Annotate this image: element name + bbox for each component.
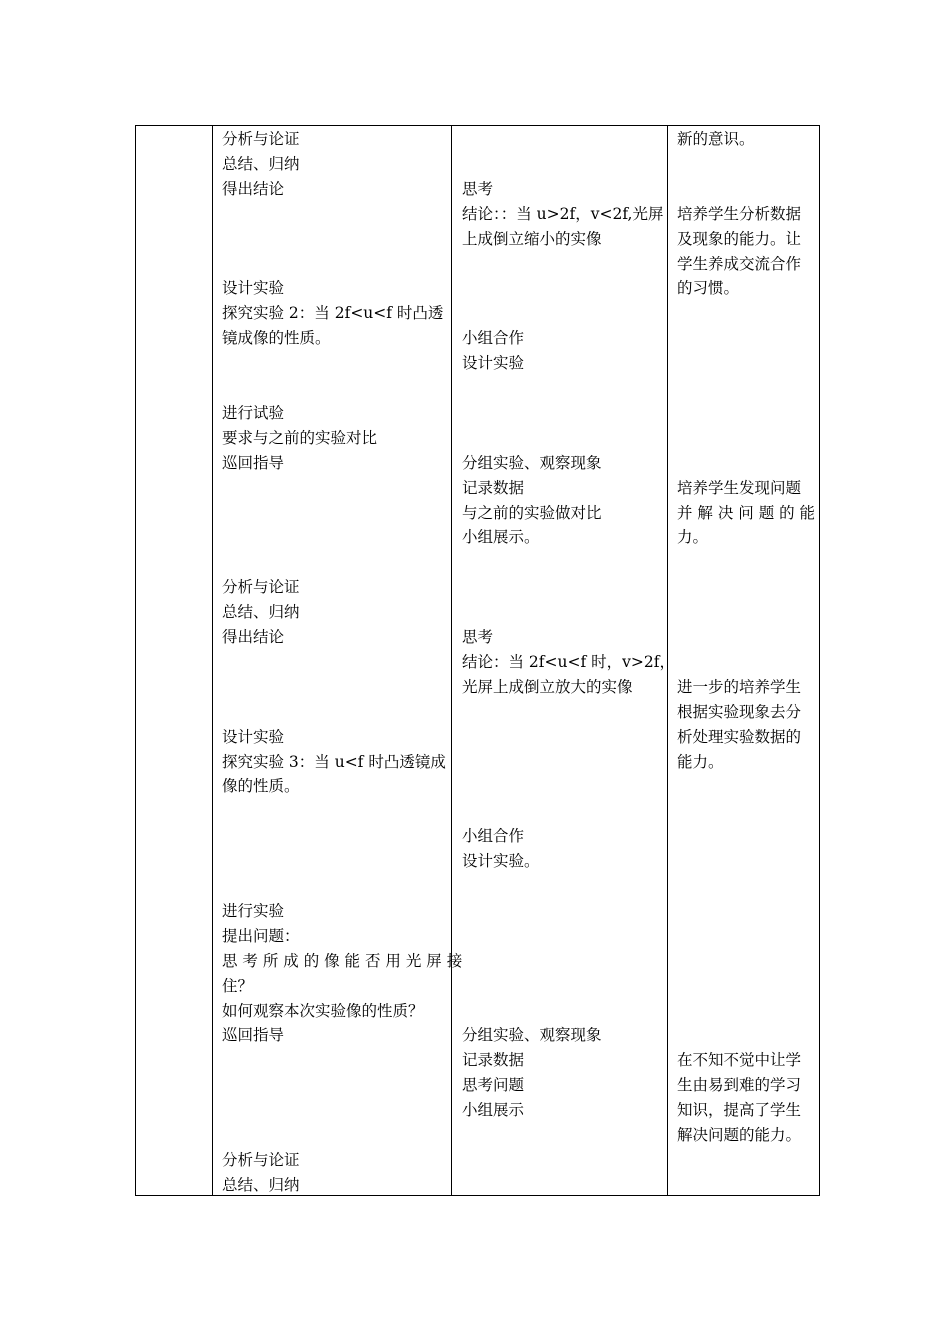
text-line: 思考 [462, 628, 494, 646]
lesson-plan-table [135, 125, 820, 1196]
text-line: 进一步的培养学生 [677, 677, 802, 696]
text-line: 设计实验 [222, 279, 285, 298]
text-line: 光屏上成倒立放大的实像 [462, 677, 633, 696]
text-line: 培养学生分析数据 [677, 204, 802, 223]
text-line: 巡回指导 [222, 453, 285, 472]
text-line: 总结、归纳 [222, 154, 300, 173]
text-line: 小组合作 [462, 329, 525, 348]
text-line: 要求与之前的实验对比 [222, 428, 378, 447]
text-line: 生由易到难的学习 [677, 1076, 802, 1095]
text-line: 与之前的实验做对比 [462, 503, 602, 522]
text-line: 思考问题 [462, 1076, 525, 1095]
text-line: 总结、归纳 [222, 603, 300, 622]
text-line: 解决问题的能力。 [677, 1126, 802, 1144]
text-line: 结论：当 2f<u<f 时，v>2f， [462, 652, 675, 671]
text-line: 镜成像的性质。 [222, 329, 331, 348]
text-line: 并 解 决 问 题 的 能 [677, 503, 816, 522]
text-line: 结论：：当 u>2f，v<2f,光屏 [462, 204, 664, 223]
text-line: 进行实验 [222, 901, 285, 920]
text-line: 力。 [677, 528, 709, 547]
text-line: 设计实验 [462, 354, 525, 373]
text-line: 分析与论证 [222, 1150, 300, 1169]
text-line: 得出结论 [222, 179, 285, 198]
text-line: 学生养成交流合作 [677, 254, 802, 273]
text-line: 知识，提高了学生 [677, 1101, 802, 1120]
text-line: 分组实验、观察现象 [462, 453, 602, 472]
text-line: 探究实验 3：当 u<f 时凸透镜成 [222, 752, 446, 771]
text-line: 总结、归纳 [222, 1175, 300, 1194]
text-line: 住？ [222, 976, 254, 995]
text-line: 分组实验、观察现象 [462, 1026, 602, 1045]
text-line: 小组展示。 [462, 528, 540, 547]
text-line: 新的意识。 [677, 130, 755, 148]
text-line: 像的性质。 [222, 777, 300, 796]
text-line: 得出结论 [222, 628, 285, 646]
text-line: 记录数据 [462, 1051, 525, 1070]
text-line: 如何观察本次实验像的性质？ [222, 1001, 424, 1020]
text-line: 探究实验 2：当 2f<u<f 时凸透 [222, 304, 444, 323]
text-line: 思 考 所 成 的 像 能 否 用 光 屏 接 [222, 951, 463, 970]
column-divider [451, 126, 452, 1195]
text-line: 分析与论证 [222, 130, 300, 148]
text-line: 上成倒立缩小的实像 [462, 229, 602, 248]
text-line: 记录数据 [462, 478, 525, 497]
text-line: 析处理实验数据的 [677, 727, 802, 746]
text-line: 思考 [462, 179, 494, 198]
text-line: 培养学生发现问题 [677, 478, 802, 497]
text-line: 小组合作 [462, 827, 525, 846]
text-line: 在不知不觉中让学 [677, 1051, 802, 1070]
text-line: 能力。 [677, 752, 724, 771]
text-line: 的习惯。 [677, 279, 740, 298]
text-line: 根据实验现象去分 [677, 702, 802, 721]
text-line: 设计实验。 [462, 852, 540, 871]
text-line: 小组展示 [462, 1101, 525, 1120]
text-line: 提出问题： [222, 926, 300, 945]
text-line: 巡回指导 [222, 1026, 285, 1045]
text-line: 进行试验 [222, 403, 285, 422]
text-line: 分析与论证 [222, 578, 300, 597]
column-divider [212, 126, 213, 1195]
text-line: 设计实验 [222, 727, 285, 746]
text-line: 及现象的能力。让 [677, 229, 802, 248]
